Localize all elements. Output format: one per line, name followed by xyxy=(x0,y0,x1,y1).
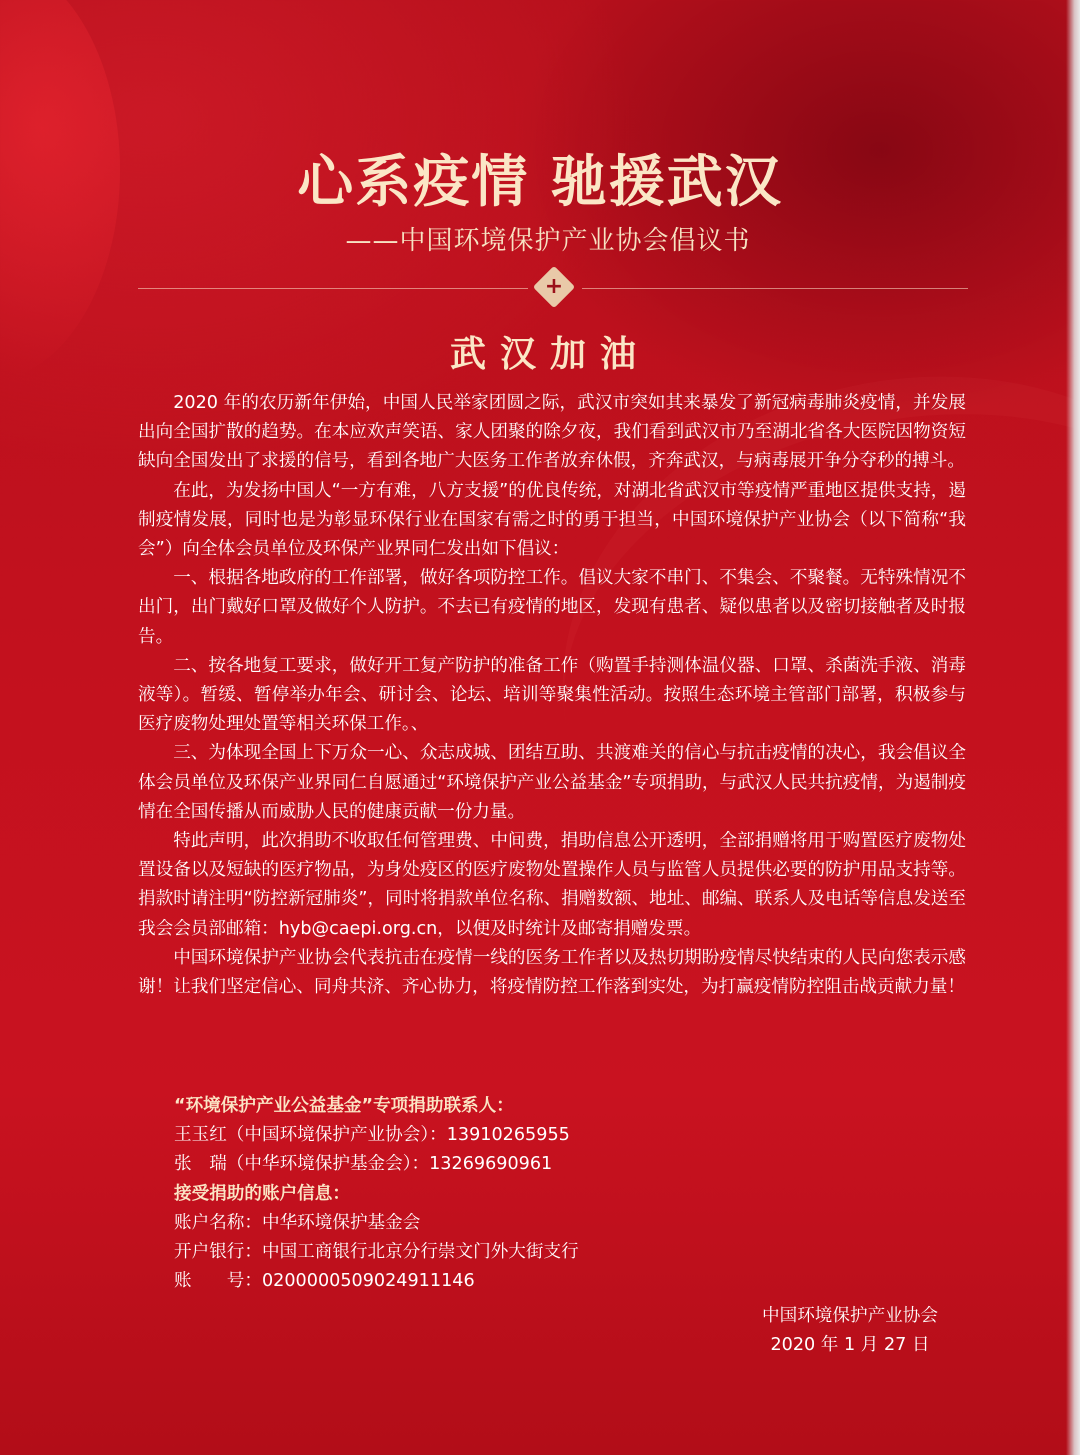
paragraph-thanks: 中国环境保护产业协会代表抗击在疫情一线的医务工作者以及热切期盼疫情尽快结束的人民向您表示感谢！让我们坚定信心、同舟共济、齐心协力，将疫情防控工作落到实处，为打赢疫情防控阻击战贡献力量！ xyxy=(138,947,966,998)
account-bank: 开户银行：中国工商银行北京分行崇文门外大街支行 xyxy=(174,1242,579,1263)
paragraph-intro: 2020 年的农历新年伊始，中国人民举家团圆之际，武汉市突如其来暴发了新冠病毒肺炎疫情，并发展出向全国扩散的趋势。在本应欢声笑语、家人团聚的除夕夜，我们看到武汉市乃至湖北省各大医院因物资短缺向全国发出了求援的信号，看到各地广大医务工作者放弃休假，齐奔武汉，与病毒展开争分夺秒的搏斗。 xyxy=(138,393,966,472)
contact-section xyxy=(174,1092,894,1296)
contact-person-2: 张 瑞（中华环境保护基金会）：13269690961 xyxy=(174,1154,553,1175)
slogan-heading: 武汉加油 xyxy=(449,333,650,375)
paragraph-purpose: 在此，为发扬中国人“一方有难，八方支援”的优良传统，对湖北省武汉市等疫情严重地区提供支持，遏制疫情发展，同时也是为彰显环保行业在国家有需之时的勇于担当，中国环境保护产业协会（以下简称“我会”）向全体会员单位及环保产业界同仁发出如下倡议： xyxy=(138,480,966,560)
signature-block xyxy=(700,1302,1000,1360)
paragraph-point-3: 三、为体现全国上下万众一心、众志成城、团结互助、共渡难关的信心与抗击疫情的决心，我会倡议全体会员单位及环保产业界同仁自愿通过“环境保护产业公益基金”专项捐助，与武汉人民共抗疫情，为遏制疫情在全国传播从而威胁人民的健康贡献一份力量。 xyxy=(138,743,966,822)
contact-person-1: 王玉红（中国环境保护产业协会）：13910265955 xyxy=(174,1125,570,1146)
signature-date: 2020 年 1 月 27 日 xyxy=(770,1335,930,1356)
divider-line-right xyxy=(582,288,968,289)
page-title: 心系疫情 驰援武汉 xyxy=(297,149,783,215)
page-subtitle: ——中国环境保护产业协会倡议书 xyxy=(345,226,751,256)
paragraph-point-1: 一、根据各地政府的工作部署，做好各项防控工作。倡议大家不串门、不集会、不聚餐。无特殊情况不出门，出门戴好口罩及做好个人防护。不去已有疫情的地区，发现有患者、疑似患者以及密切接触者及时报告。 xyxy=(138,568,966,647)
account-heading: 接受捐助的账户信息： xyxy=(174,1183,350,1204)
page-edge xyxy=(1066,0,1080,1455)
signature-org: 中国环境保护产业协会 xyxy=(762,1306,938,1326)
paragraph-point-2: 二、按各地复工要求，做好开工复产防护的准备工作（购置手持测体温仪器、口罩、杀菌洗手液、消毒液等）。暂缓、暂停举办年会、研讨会、论坛、培训等聚集性活动。按照生态环境主管部门部署，积极参与医疗废物处理处置等相关环保工作。、 xyxy=(138,655,966,735)
account-name: 账户名称：中华环境保护基金会 xyxy=(174,1212,421,1233)
plus-icon: + xyxy=(544,274,564,299)
divider-line-left xyxy=(138,288,528,289)
proposal-body xyxy=(138,389,966,1002)
contact-heading: “环境保护产业公益基金”专项捐助联系人： xyxy=(174,1096,514,1116)
paragraph-statement: 特此声明，此次捐助不收取任何管理费、中间费，捐助信息公开透明，全部捐赠将用于购置医疗废物处置设备以及短缺的医疗物品，为身处疫区的医疗废物处置操作人员与监管人员提供必要的防护用品支持等。捐款时请注明“防控新冠肺炎”，同时将捐款单位名称、捐赠数额、地址、邮编、联系人及电话等信息发送至我会会员部邮箱：hyb@caepi.org.cn，以便及时统计及邮寄捐赠发票。 xyxy=(138,831,966,939)
account-number: 账 号：0200000509024911146 xyxy=(174,1271,475,1292)
